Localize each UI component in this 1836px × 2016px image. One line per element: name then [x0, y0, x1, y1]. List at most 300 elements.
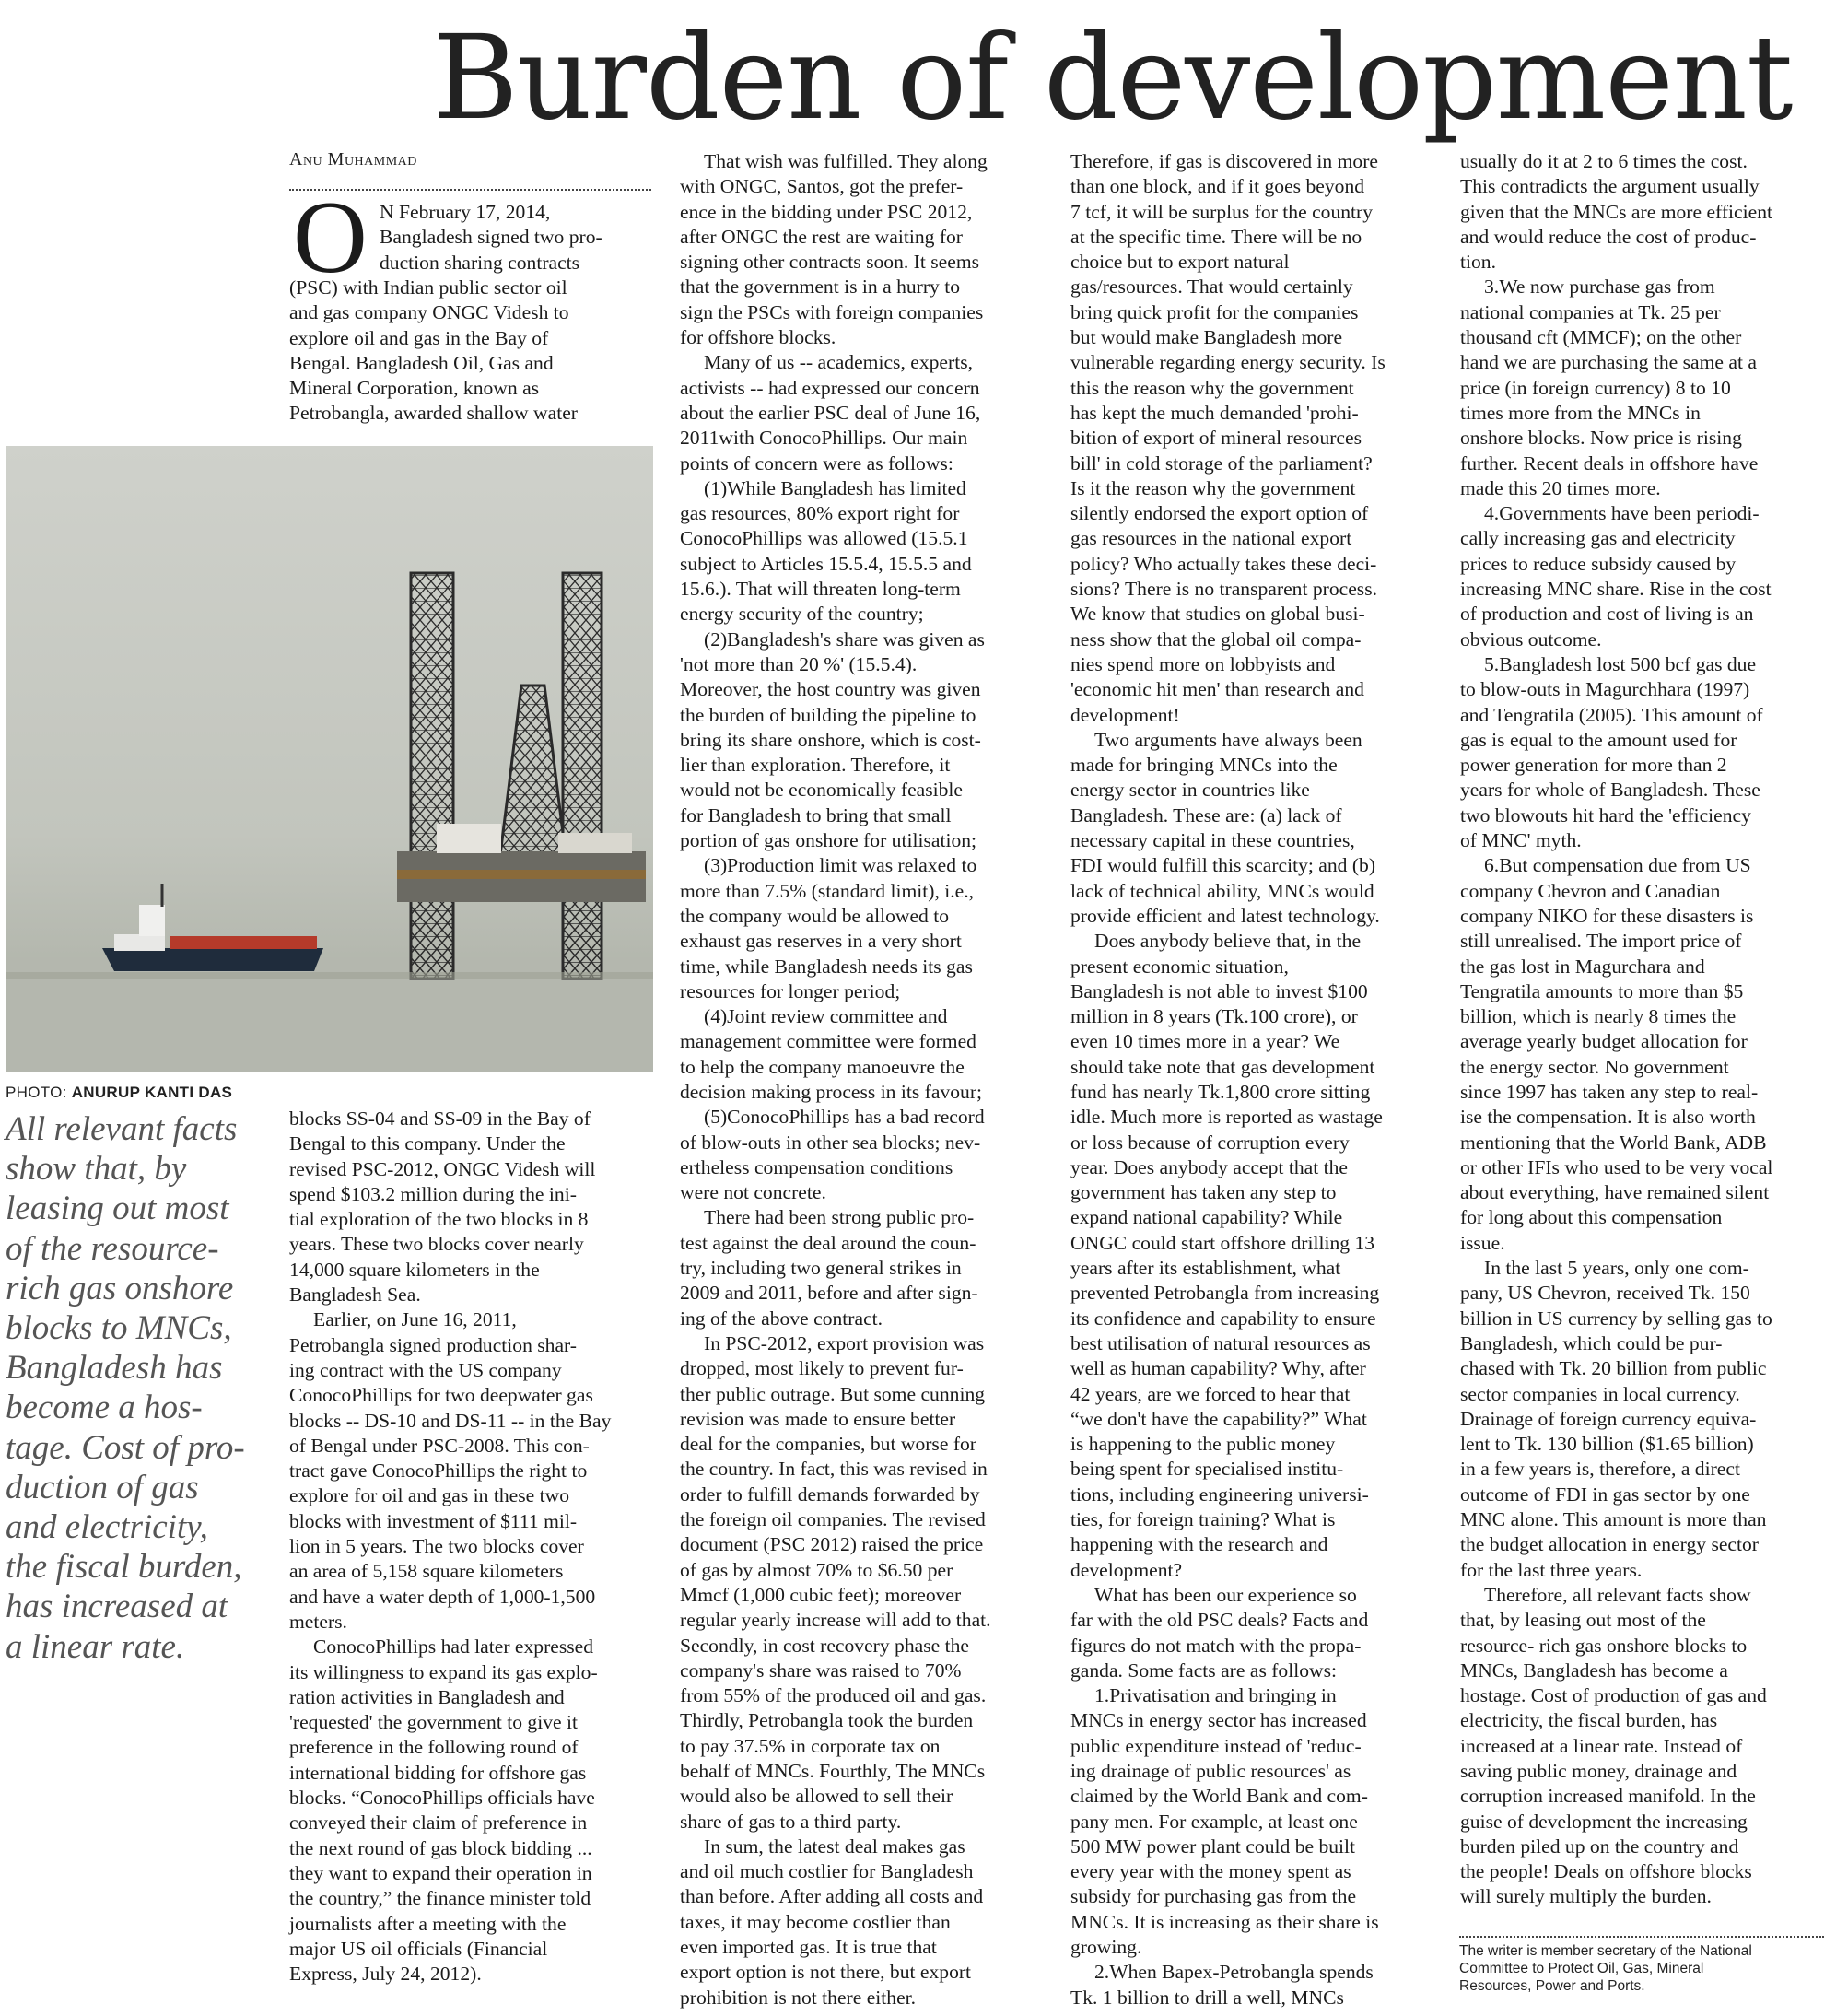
text-line: blocks -- DS-10 and DS-11 -- in the Bay — [289, 1409, 612, 1432]
text-line: bring quick profit for the companies — [1070, 300, 1359, 323]
text-line: This contradicts the argument usually — [1460, 175, 1760, 198]
photo-credit — [6, 1084, 232, 1102]
text-line: ness show that the global oil compa- — [1070, 627, 1362, 651]
text-line: of gas by almost 70% to $6.50 per — [680, 1558, 953, 1581]
text-line: gas is equal to the amount used for — [1460, 728, 1737, 751]
text-line: were not concrete. — [680, 1181, 826, 1204]
text-line: has kept the much demanded 'prohi- — [1070, 401, 1359, 424]
text-line: ertheless compensation conditions — [680, 1155, 953, 1178]
text-line: the burden of building the pipeline to — [680, 703, 976, 726]
text-line: (2)Bangladesh's share was given as — [704, 627, 985, 651]
text-line: tage. Cost of pro- — [6, 1428, 245, 1467]
text-line: a linear rate. — [6, 1627, 185, 1666]
paragraph — [1460, 149, 1833, 275]
text-line: ence in the bidding under PSC 2012, — [680, 200, 973, 223]
text-line: usually do it at 2 to 6 times the cost. — [1460, 150, 1748, 172]
text-line: deal for the companies, but worse for — [680, 1433, 976, 1456]
text-line: prevented Petrobangla from increasing — [1070, 1282, 1380, 1305]
text-line: subsidy for purchasing gas from the — [1070, 1885, 1357, 1908]
text-line: share of gas to a third party. — [680, 1810, 902, 1833]
text-line: best utilisation of natural resources as — [1070, 1331, 1371, 1354]
text-line: necessary capital in these countries, — [1070, 829, 1355, 852]
text-line: idle. Much more is reported as wastage — [1070, 1106, 1383, 1129]
text-line: increasing MNC share. Rise in the cost — [1460, 578, 1772, 601]
text-line: the energy sector. No government — [1460, 1055, 1729, 1078]
text-line: 42 years, are we forced to hear that — [1070, 1382, 1351, 1405]
paragraph — [1460, 501, 1833, 652]
text-line: of MNC' myth. — [1460, 829, 1582, 852]
text-line: time, while Bangladesh needs its gas — [680, 955, 973, 978]
text-line: Many of us -- academics, experts, — [704, 351, 974, 374]
text-line: policy? Who actually takes these deci- — [1070, 552, 1377, 575]
text-line: silently endorsed the export option of — [1070, 502, 1369, 525]
text-line: 6.But compensation due from US — [1484, 854, 1751, 877]
text-line: blocks with investment of $111 mil- — [289, 1509, 578, 1532]
text-line: vulnerable regarding energy security. Is — [1070, 351, 1386, 374]
text-line: Bangladesh signed two pro- — [380, 226, 602, 249]
paragraph — [1070, 1960, 1443, 2010]
text-line: power generation for more than 2 — [1460, 754, 1727, 777]
text-line: should take note that gas development — [1070, 1055, 1375, 1078]
text-line: guise of development the increasing — [1460, 1810, 1748, 1833]
text-line: tial exploration of the two blocks in 8 — [289, 1208, 589, 1231]
text-line: of the resource- — [6, 1229, 219, 1268]
intro-first-lines — [380, 200, 656, 275]
text-line: revision was made to ensure better — [680, 1407, 956, 1430]
text-line: for Bangladesh to bring that small — [680, 803, 952, 826]
paragraph — [680, 1834, 1050, 2010]
text-line: We know that studies on global busi- — [1070, 603, 1365, 626]
text-line: gas resources in the national export — [1070, 527, 1352, 550]
text-line: to help the company manoeuvre the — [680, 1055, 965, 1078]
text-line: happening with the research and — [1070, 1533, 1328, 1556]
text-line: Tengratila amounts to more than $5 — [1460, 979, 1744, 1002]
text-line: (3)Production limit was relaxed to — [704, 854, 977, 877]
text-line: pany men. For example, at least one — [1070, 1810, 1358, 1833]
paragraph — [680, 1205, 1050, 1330]
text-line: thousand cft (MMCF); on the other — [1460, 326, 1742, 349]
text-line: average yearly budget allocation for — [1460, 1030, 1748, 1053]
text-line: (5)ConocoPhillips has a bad record — [704, 1106, 985, 1129]
text-line: and Tengratila (2005). This amount of — [1460, 703, 1763, 726]
text-line: “we don't have the capability?” What — [1070, 1407, 1367, 1430]
text-line: That wish was fulfilled. They along — [704, 150, 988, 172]
text-line: bring its share onshore, which is cost- — [680, 728, 981, 751]
text-line: Moreover, the host country was given — [680, 678, 981, 701]
text-line: at the specific time. There will be no — [1070, 225, 1362, 248]
text-line: will surely multiply the burden. — [1460, 1885, 1712, 1908]
text-line: explore for oil and gas in these two — [289, 1484, 570, 1507]
text-line: or loss because of corruption every — [1070, 1131, 1350, 1154]
text-line: ise the compensation. It is also worth — [1460, 1106, 1756, 1129]
text-line: Bengal. Bangladesh Oil, Gas and — [289, 351, 554, 374]
text-line: this the reason why the government — [1070, 376, 1354, 399]
text-line: public expenditure instead of 'reduc- — [1070, 1734, 1362, 1757]
paragraph — [680, 853, 1050, 1004]
text-line: ConocoPhillips was allowed (15.5.1 — [680, 527, 968, 550]
text-line: being spent for specialised institu- — [1070, 1458, 1344, 1481]
text-line: its confidence and capability to ensure — [1070, 1307, 1376, 1330]
text-line: and oil much costlier for Bangladesh — [680, 1860, 974, 1883]
text-line: 'economic hit men' than research and — [1070, 678, 1364, 701]
text-line: regular yearly increase will add to that. — [680, 1609, 991, 1632]
text-line: Earlier, on June 16, 2011, — [313, 1308, 517, 1331]
text-line: growing. — [1070, 1936, 1142, 1959]
text-line: document (PSC 2012) raised the price — [680, 1533, 984, 1556]
byline: Anu Muhammad — [289, 149, 417, 170]
text-line: prohibition is not there either. — [680, 1986, 917, 2009]
text-line: preference in the following round of — [289, 1736, 579, 1759]
text-line: gas/resources. That would certainly — [1070, 275, 1353, 299]
text-line: more than 7.5% (standard limit), i.e., — [680, 879, 975, 902]
text-line: in a few years is, therefore, a direct — [1460, 1458, 1740, 1481]
text-line: from 55% of the produced oil and gas. — [680, 1684, 987, 1707]
text-line: or other IFIs who used to be very vocal — [1460, 1155, 1773, 1178]
text-line: major US oil officials (Financial — [289, 1937, 548, 1960]
text-line: than before. After adding all costs and — [680, 1885, 984, 1908]
text-line: Tk. 1 billion to drill a well, MNCs — [1070, 1986, 1344, 2009]
text-line: 1.Privatisation and bringing in — [1094, 1684, 1337, 1707]
text-line: rich gas onshore — [6, 1269, 234, 1307]
text-line: still unrealised. The import price of — [1460, 930, 1742, 953]
text-line: meters. — [289, 1610, 347, 1633]
text-line: In the last 5 years, only one com- — [1484, 1257, 1749, 1280]
text-line: and have a water depth of 1,000-1,500 — [289, 1585, 596, 1608]
text-line: corruption increased manifold. In the — [1460, 1785, 1756, 1808]
text-line: million in 8 years (Tk.100 crore), or — [1070, 1005, 1358, 1028]
text-line: times more from the MNCs in — [1460, 401, 1701, 424]
intro-lines — [289, 275, 654, 427]
drop-cap: O — [293, 181, 368, 295]
text-line: but would make Bangladesh more — [1070, 326, 1343, 349]
text-line: 2.When Bapex-Petrobangla spends — [1094, 1961, 1374, 1984]
text-line: Petrobangla signed production shar- — [289, 1333, 578, 1356]
text-line: sector companies in local currency. — [1460, 1382, 1740, 1405]
text-line: burden piled up on the country and — [1460, 1834, 1739, 1858]
text-line: pany, US Chevron, received Tk. 150 — [1460, 1282, 1750, 1305]
text-line: Resources, Power and Ports. — [1459, 1978, 1645, 1994]
text-line: nies spend more on lobbyists and — [1070, 652, 1336, 675]
text-line: Therefore, if gas is discovered in more — [1070, 150, 1378, 172]
text-line: its willingness to expand its gas explo- — [289, 1660, 598, 1683]
text-line: than one block, and if it goes beyond — [1070, 175, 1365, 198]
text-line: for the last three years. — [1460, 1558, 1643, 1581]
text-line: In sum, the latest deal makes gas — [704, 1834, 965, 1858]
paragraph — [1070, 149, 1443, 728]
text-line: ConocoPhillips had later expressed — [313, 1635, 594, 1659]
text-line: international bidding for offshore gas — [289, 1761, 587, 1784]
text-line: and would reduce the cost of produc- — [1460, 225, 1757, 248]
text-line: outcome of FDI in gas sector by one — [1460, 1483, 1750, 1506]
text-line: issue. — [1460, 1231, 1505, 1254]
text-line: lion in 5 years. The two blocks cover — [289, 1535, 584, 1558]
paragraph — [1070, 728, 1443, 929]
text-line: MNCs in energy sector has increased — [1070, 1709, 1367, 1732]
text-line: years after its establishment, what — [1070, 1257, 1341, 1280]
text-line: (4)Joint review committee and — [704, 1005, 948, 1028]
text-line: given that the MNCs are more efficient — [1460, 200, 1772, 223]
paragraph — [289, 1307, 658, 1635]
text-line: portion of gas onshore for utilisation; — [680, 829, 977, 852]
text-line: revised PSC-2012, ONGC Videsh will — [289, 1157, 596, 1180]
text-line: every year with the money spent as — [1070, 1860, 1351, 1883]
text-line: sions? There is no transparent process. — [1070, 578, 1378, 601]
text-line: ties, for foreign training? What is — [1070, 1508, 1336, 1531]
text-line: MNCs. It is increasing as their share is — [1070, 1910, 1379, 1933]
text-line: fund has nearly Tk.1,800 crore sitting — [1070, 1080, 1371, 1103]
text-line: What has been our experience so — [1094, 1583, 1357, 1606]
text-line: Bangladesh has — [6, 1349, 223, 1388]
text-line: about everything, have remained silent — [1460, 1181, 1770, 1204]
text-line: (PSC) with Indian public sector oil — [289, 276, 567, 299]
text-line: expand national capability? While — [1070, 1206, 1343, 1229]
text-line: dropped, most likely to prevent fur- — [680, 1357, 964, 1380]
text-line: Petrobangla, awarded shallow water — [289, 402, 578, 425]
text-line: resource- rich gas onshore blocks to — [1460, 1634, 1748, 1657]
text-line: energy security of the country; — [680, 603, 924, 626]
text-line: lent to Tk. 130 billion ($1.65 billion) — [1460, 1433, 1754, 1456]
text-line: even 10 times more in a year? We — [1070, 1030, 1340, 1053]
text-line: far with the old PSC deals? Facts and — [1070, 1609, 1369, 1632]
paragraph — [1460, 853, 1833, 1256]
text-line: exhaust gas reserves in a very short — [680, 930, 962, 953]
text-line: Committee to Protect Oil, Gas, Mineral — [1459, 1961, 1704, 1976]
text-line: bition of export of mineral resources — [1070, 427, 1362, 450]
text-line: provide efficient and latest technology. — [1070, 904, 1380, 927]
text-line: 7 tcf, it will be surplus for the country — [1070, 200, 1374, 223]
text-line: billion in US currency by selling gas to — [1460, 1307, 1772, 1330]
text-line: try, including two general strikes in — [680, 1257, 962, 1280]
text-line: of production and cost of living is an — [1460, 603, 1754, 626]
paragraph — [1460, 1583, 1833, 1910]
column-2 — [680, 149, 1050, 2010]
text-line: with ONGC, Santos, got the prefer- — [680, 175, 964, 198]
paragraph — [289, 1635, 658, 1987]
text-line: FDI would fulfill this scarcity; and (b) — [1070, 854, 1376, 877]
text-line: duction sharing contracts — [380, 251, 580, 274]
text-line: activists -- had expressed our concern — [680, 376, 980, 399]
text-line: Therefore, all relevant facts show — [1484, 1583, 1751, 1606]
text-line: 'not more than 20 %' (15.5.4). — [680, 652, 918, 675]
text-line: show that, by — [6, 1150, 187, 1189]
text-line: duction of gas — [6, 1468, 199, 1506]
text-line: 3.We now purchase gas from — [1484, 275, 1715, 299]
text-line: company's share was raised to 70% — [680, 1659, 962, 1682]
photo-credit-name: ANURUP KANTI DAS — [71, 1084, 233, 1101]
text-line: spend $103.2 million during the ini- — [289, 1182, 577, 1205]
text-line: years for whole of Bangladesh. These — [1460, 779, 1760, 802]
text-line: MNC alone. This amount is more than — [1460, 1508, 1767, 1531]
text-line: ther public outrage. But some cunning — [680, 1382, 986, 1405]
text-line: Bangladesh. These are: (a) lack of — [1070, 803, 1342, 826]
text-line: journalists after a meeting with the — [289, 1912, 567, 1935]
text-line: 5.Bangladesh lost 500 bcf gas due — [1484, 652, 1757, 675]
text-line: chased with Tk. 20 billion from public — [1460, 1357, 1767, 1380]
footnote-divider — [1459, 1936, 1824, 1938]
text-line: would also be allowed to sell their — [680, 1785, 953, 1808]
text-line: the budget allocation in energy sector — [1460, 1533, 1760, 1556]
text-line: an area of 5,158 square kilometers — [289, 1560, 564, 1583]
text-line: Mmcf (1,000 cubic feet); moreover — [680, 1583, 962, 1606]
pull-quote — [6, 1109, 273, 1667]
text-line: development! — [1070, 703, 1180, 726]
text-line: ing of the above contract. — [680, 1307, 883, 1330]
text-line: test against the deal around the coun- — [680, 1231, 976, 1254]
text-line: the next round of gas block bidding ... — [289, 1836, 592, 1859]
text-line: that the government is in a hurry to — [680, 275, 961, 299]
text-line: Does anybody believe that, in the — [1094, 930, 1362, 953]
text-line: N February 17, 2014, — [380, 201, 551, 223]
text-line: increased at a linear rate. Instead of — [1460, 1734, 1743, 1757]
text-line: the country,” the finance minister told — [289, 1887, 591, 1910]
text-line: years. These two blocks cover nearly — [289, 1233, 584, 1256]
text-line: bill' in cold storage of the parliament? — [1070, 451, 1373, 475]
text-line: hand we are purchasing the same at a — [1460, 351, 1757, 374]
text-line: is happening to the public money — [1070, 1433, 1336, 1456]
text-line: There had been strong public pro- — [704, 1206, 975, 1229]
text-line: has increased at — [6, 1588, 228, 1626]
text-line: Bangladesh Sea. — [289, 1283, 421, 1307]
text-line: development? — [1070, 1558, 1183, 1581]
text-line: 14,000 square kilometers in the — [289, 1258, 540, 1281]
text-line: 2009 and 2011, before and after sign- — [680, 1282, 978, 1305]
text-line: 15.6.). That will threaten long-term — [680, 578, 961, 601]
text-line: the fiscal burden, — [6, 1548, 242, 1587]
text-line: they want to expand their operation in — [289, 1861, 592, 1884]
text-line: made this 20 times more. — [1460, 476, 1661, 499]
text-line: gas resources, 80% export right for — [680, 502, 960, 525]
column-3 — [1070, 149, 1443, 2010]
text-line: and electricity, — [6, 1508, 208, 1547]
text-line: lack of technical ability, MNCs would — [1070, 879, 1374, 902]
text-line: ing drainage of public resources' as — [1070, 1760, 1351, 1782]
text-line: sign the PSCs with foreign companies — [680, 300, 984, 323]
text-line: of Bengal under PSC-2008. This con- — [289, 1434, 590, 1457]
paragraph — [1460, 275, 1833, 501]
paragraph — [680, 1331, 1050, 1834]
text-line: management committee were formed — [680, 1030, 976, 1053]
text-line: energy sector in countries like — [1070, 779, 1310, 802]
paragraph — [680, 149, 1050, 350]
text-line: the company would be allowed to — [680, 904, 950, 927]
offshore-rig-photo — [6, 446, 653, 1072]
text-line: signing other contracts soon. It seems — [680, 251, 980, 274]
text-line: decision making process in its favour; — [680, 1080, 983, 1103]
headline: Burden of development — [433, 10, 1793, 146]
text-line: blocks SS-04 and SS-09 in the Bay of — [289, 1108, 591, 1130]
photo-credit-label: PHOTO: — [6, 1084, 67, 1101]
text-line: would not be economically feasible — [680, 779, 964, 802]
text-line: hostage. Cost of production of gas and — [1460, 1684, 1767, 1707]
text-line: Drainage of foreign currency equiva- — [1460, 1407, 1757, 1430]
text-line: to pay 37.5% in corporate tax on — [680, 1734, 941, 1757]
text-line: choice but to export natural — [1070, 251, 1290, 274]
text-line: Bangladesh is not able to invest $100 — [1070, 979, 1368, 1002]
text-line: The writer is member secretary of the National — [1459, 1943, 1752, 1959]
text-line: conveyed their claim of preference in — [289, 1811, 588, 1834]
paragraph — [1070, 929, 1443, 1583]
text-line: All relevant facts — [6, 1110, 238, 1148]
text-line: ing contract with the US company — [289, 1358, 562, 1381]
text-line: onshore blocks. Now price is rising — [1460, 427, 1742, 450]
text-line: ration activities in Bangladesh and — [289, 1685, 565, 1708]
text-line: the gas lost in Magurchara and — [1460, 955, 1705, 978]
text-line: ConocoPhillips for two deepwater gas — [289, 1384, 593, 1407]
text-line: Is it the reason why the government — [1070, 476, 1356, 499]
text-line: that, by leasing out most of the — [1460, 1609, 1706, 1632]
text-line: MNCs, Bangladesh has become a — [1460, 1659, 1728, 1682]
text-line: subject to Articles 15.5.4, 15.5.5 and — [680, 552, 972, 575]
text-line: and gas company ONGC Videsh to — [289, 301, 569, 324]
author-footnote — [1459, 1942, 1828, 1995]
text-line: prices to reduce subsidy caused by — [1460, 552, 1737, 575]
paragraph — [680, 350, 1050, 475]
text-line: to blow-outs in Magurchhara (1997) — [1460, 678, 1750, 701]
text-line: two blowouts hit hard the 'efficiency — [1460, 803, 1751, 826]
text-line: well as human capability? Why, after — [1070, 1357, 1366, 1380]
text-line: leasing out most — [6, 1190, 229, 1228]
paragraph — [1070, 1683, 1443, 1960]
text-line: Thirdly, Petrobangla took the burden — [680, 1709, 974, 1732]
text-line: blocks to MNCs, — [6, 1309, 232, 1348]
text-line: Express, July 24, 2012). — [289, 1963, 482, 1986]
text-line: lier than exploration. Therefore, it — [680, 754, 951, 777]
text-line: ganda. Some facts are as follows: — [1070, 1659, 1338, 1682]
paragraph — [1070, 1583, 1443, 1683]
text-line: further. Recent deals in offshore have — [1460, 451, 1759, 475]
text-line: Bangladesh, which could be pur- — [1460, 1331, 1723, 1354]
text-line: figures do not match with the propa- — [1070, 1634, 1362, 1657]
text-line: resources for longer period; — [680, 979, 901, 1002]
text-line: become a hos- — [6, 1389, 203, 1427]
column-1 — [289, 1107, 658, 1987]
text-line: price (in foreign currency) 8 to 10 — [1460, 376, 1731, 399]
text-line: Mineral Corporation, known as — [289, 377, 540, 400]
text-line: Secondly, in cost recovery phase the — [680, 1634, 970, 1657]
paragraph — [289, 1107, 658, 1307]
text-line: 'requested' the government to give it — [289, 1711, 579, 1734]
text-line: obvious outcome. — [1460, 627, 1602, 651]
text-line: tract gave ConocoPhillips the right to — [289, 1459, 588, 1483]
text-line: government has taken any step to — [1070, 1181, 1337, 1204]
text-line: export option is not there, but export — [680, 1961, 972, 1984]
text-line: tion. — [1460, 251, 1496, 274]
text-line: the country. In fact, this was revised in — [680, 1458, 988, 1481]
paragraph — [680, 1004, 1050, 1105]
paragraph — [680, 1105, 1050, 1205]
text-line: the people! Deals on offshore blocks — [1460, 1860, 1752, 1883]
paragraph — [1460, 652, 1833, 853]
text-line: order to fulfill demands forwarded by — [680, 1483, 980, 1506]
text-line: claimed by the World Bank and com- — [1070, 1785, 1368, 1808]
text-line: billion, which is nearly 8 times the — [1460, 1005, 1737, 1028]
text-line: points of concern were as follows: — [680, 451, 953, 475]
text-line: company Chevron and Canadian — [1460, 879, 1721, 902]
text-line: since 1997 has taken any step to real- — [1460, 1080, 1759, 1103]
text-line: cally increasing gas and electricity — [1460, 527, 1736, 550]
text-line: mentioning that the World Bank, ADB — [1460, 1131, 1767, 1154]
paragraph — [1460, 1256, 1833, 1583]
text-line: company NIKO for these disasters is — [1460, 904, 1754, 927]
text-line: about the earlier PSC deal of June 16, — [680, 401, 981, 424]
paragraph — [680, 627, 1050, 854]
text-line: electricity, the fiscal burden, has — [1460, 1709, 1718, 1732]
text-line: behalf of MNCs. Fourthly, The MNCs — [680, 1760, 986, 1782]
text-line: for long about this compensation — [1460, 1206, 1723, 1229]
text-line: tions, including engineering universi- — [1070, 1483, 1369, 1506]
text-line: Bengal to this company. Under the — [289, 1132, 566, 1155]
text-line: made for bringing MNCs into the — [1070, 754, 1338, 777]
